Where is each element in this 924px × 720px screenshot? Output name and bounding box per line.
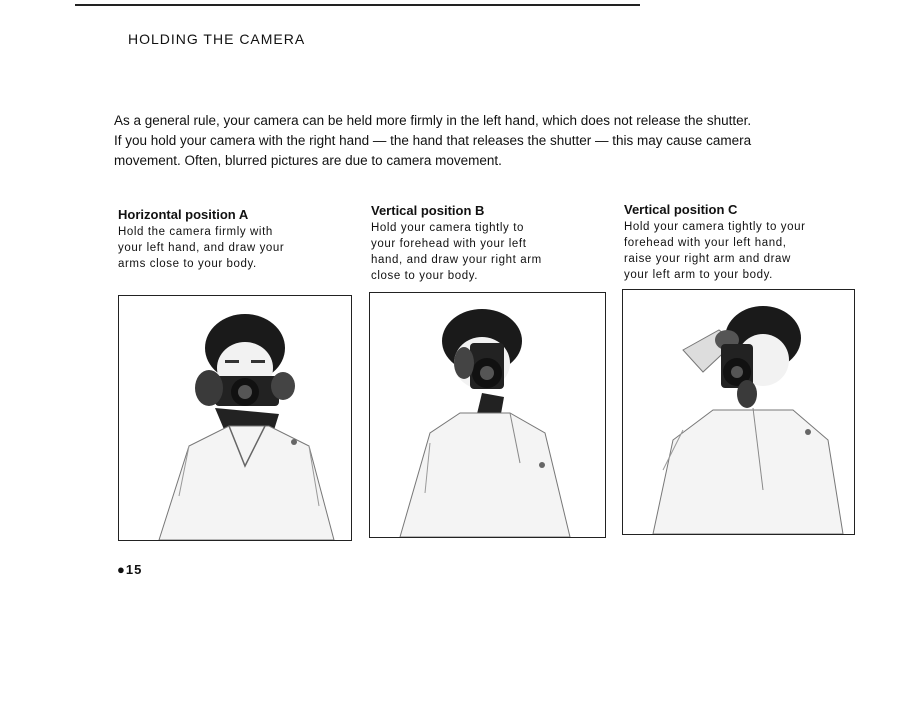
position-a-line: Hold the camera firmly with xyxy=(118,226,273,238)
position-c-heading: Vertical position C xyxy=(624,202,738,217)
photo-position-a xyxy=(118,295,352,541)
position-c-line: forehead with your left hand, xyxy=(624,237,787,249)
position-b-line: close to your body. xyxy=(371,270,479,282)
position-b-line: your forehead with your left xyxy=(371,238,527,250)
position-c-text xyxy=(624,202,864,283)
position-b-line: Hold your camera tightly to xyxy=(371,222,524,234)
top-rule xyxy=(75,4,640,6)
position-c-line: raise your right arm and draw xyxy=(624,253,791,265)
position-a-line: arms close to your body. xyxy=(118,258,257,270)
page-number: ●15 xyxy=(117,562,143,577)
photographer-vertical-icon xyxy=(370,293,605,537)
photo-position-c xyxy=(622,289,855,535)
position-b-line: hand, and draw your right arm xyxy=(371,254,542,266)
position-b-text xyxy=(371,203,611,284)
position-c-line: Hold your camera tightly to your xyxy=(624,221,806,233)
intro-line: As a general rule, your camera can be held more firmly in the left hand, which does not release the shutter. xyxy=(114,113,752,128)
position-c-line: your left arm to your body. xyxy=(624,269,773,281)
intro-line: movement. Often, blurred pictures are due to camera movement. xyxy=(114,153,502,168)
photo-position-b xyxy=(369,292,606,538)
photographer-horizontal-icon xyxy=(119,296,351,540)
intro-paragraph xyxy=(114,111,874,171)
position-a-line: your left hand, and draw your xyxy=(118,242,285,254)
photographer-vertical-icon xyxy=(623,290,854,534)
intro-line: If you hold your camera with the right hand — the hand that releases the shutter — this may cause camera xyxy=(114,133,752,148)
position-b-heading: Vertical position B xyxy=(371,203,485,218)
position-a-text xyxy=(118,207,358,272)
section-title: HOLDING THE CAMERA xyxy=(128,31,306,47)
position-a-heading: Horizontal position A xyxy=(118,207,249,222)
